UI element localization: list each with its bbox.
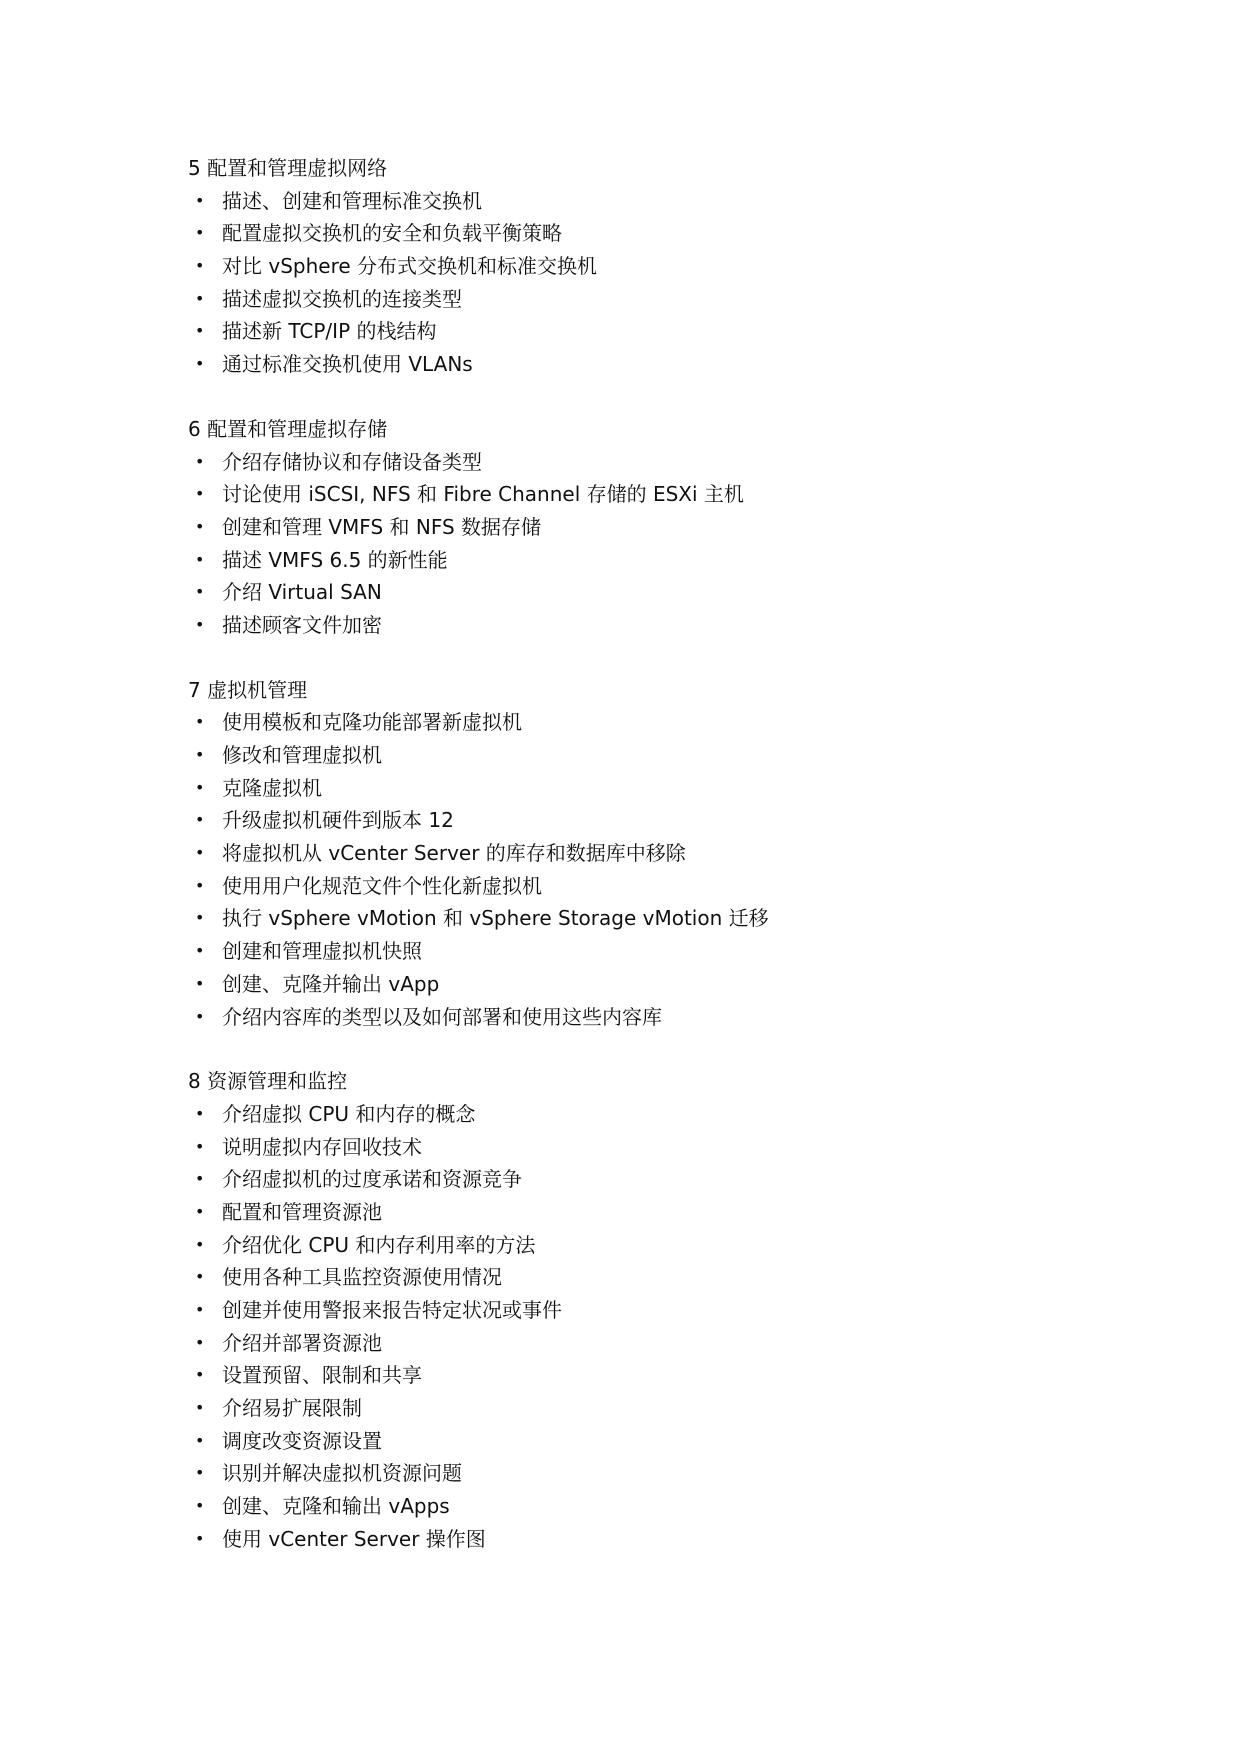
list-item-text: 通过标准交换机使用 VLANs <box>222 352 473 377</box>
list-item <box>188 935 1168 968</box>
list-item <box>188 478 1168 511</box>
bullet-icon: • <box>195 843 205 863</box>
list-item <box>188 968 1168 1001</box>
list-item-text: 对比 vSphere 分布式交换机和标准交换机 <box>222 254 598 279</box>
bullet-icon: • <box>195 1300 205 1319</box>
list-item-text: 创建、克隆并输出 vApp <box>222 971 440 996</box>
list-item <box>188 348 1168 381</box>
bullet-icon: • <box>195 256 205 276</box>
list-item-text: 描述、创建和管理标准交换机 <box>222 188 482 213</box>
list-item <box>188 1523 1168 1556</box>
bullet-icon: • <box>195 1496 205 1516</box>
list-item-text: 介绍存储协议和存储设备类型 <box>222 449 482 474</box>
list-item <box>188 576 1168 609</box>
section-title: 5 配置和管理虚拟网络 <box>188 156 388 180</box>
bullet-icon: • <box>195 549 205 569</box>
list-item-text: 创建并使用警报来报告特定状况或事件 <box>222 1298 562 1322</box>
list-item-text: 介绍优化 CPU 和内存利用率的方法 <box>222 1232 536 1257</box>
list-item-text: 说明虚拟内存回收技术 <box>222 1134 422 1159</box>
bullet-icon: • <box>195 973 205 993</box>
list-item-text: 创建、克隆和输出 vApps <box>222 1494 450 1519</box>
list-item-text: 创建和管理虚拟机快照 <box>222 939 422 964</box>
list-item-text: 使用用户化规范文件个性化新虚拟机 <box>222 873 542 898</box>
list-item <box>188 837 1168 870</box>
list-item-text: 讨论使用 iSCSI, NFS 和 Fibre Channel 存储的 ESXi 主机 <box>222 482 744 507</box>
bullet-icon: • <box>195 1267 205 1287</box>
bullet-icon: • <box>195 1365 205 1385</box>
bullet-icon: • <box>195 516 205 536</box>
bullet-icon: • <box>195 321 205 341</box>
bullet-list <box>188 446 1168 642</box>
list-item-text: 创建和管理 VMFS 和 NFS 数据存储 <box>222 514 542 539</box>
bullet-icon: • <box>195 1528 205 1548</box>
list-item-text: 执行 vSphere vMotion 和 vSphere Storage vMotion 迁移 <box>222 906 769 931</box>
section-5 <box>188 152 1168 381</box>
list-item-text: 识别并解决虚拟机资源问题 <box>222 1461 462 1486</box>
bullet-icon: • <box>195 810 205 830</box>
section-title: 7 虚拟机管理 <box>188 677 308 702</box>
bullet-icon: • <box>195 354 205 374</box>
bullet-list <box>188 1098 1168 1556</box>
list-item-text: 描述顾客文件加密 <box>222 612 382 637</box>
bullet-icon: • <box>195 1136 205 1156</box>
section-title: 6 配置和管理虚拟存储 <box>188 416 388 441</box>
list-item <box>188 1425 1168 1458</box>
list-item <box>188 1490 1168 1523</box>
list-item <box>188 772 1168 805</box>
list-item-text: 描述虚拟交换机的连接类型 <box>222 286 462 311</box>
list-item <box>188 1261 1168 1294</box>
section-7 <box>188 674 1168 1034</box>
list-item-text: 介绍并部署资源池 <box>222 1330 382 1355</box>
list-item <box>188 315 1168 348</box>
list-item-text: 克隆虚拟机 <box>222 775 322 800</box>
list-item <box>188 1163 1168 1196</box>
list-item-text: 将虚拟机从 vCenter Server 的库存和数据库中移除 <box>222 841 686 866</box>
list-item <box>188 217 1168 250</box>
list-item-text: 介绍 Virtual SAN <box>222 580 382 605</box>
list-item-text: 配置虚拟交换机的安全和负载平衡策略 <box>222 221 562 246</box>
bullet-icon: • <box>195 908 205 928</box>
list-item <box>188 902 1168 935</box>
section-6 <box>188 413 1168 642</box>
list-item-text: 修改和管理虚拟机 <box>222 743 382 767</box>
list-item-text: 升级虚拟机硬件到版本 12 <box>222 808 454 833</box>
list-item <box>188 1294 1168 1327</box>
bullet-icon: • <box>195 190 205 210</box>
sections-container <box>188 152 1168 1556</box>
list-item <box>188 446 1168 479</box>
list-item-text: 介绍虚拟机的过度承诺和资源竞争 <box>222 1167 522 1192</box>
bullet-icon: • <box>195 875 205 895</box>
list-item <box>188 1457 1168 1490</box>
list-item <box>188 250 1168 283</box>
bullet-icon: • <box>195 777 205 797</box>
bullet-icon: • <box>195 1103 205 1123</box>
list-item <box>188 1392 1168 1425</box>
bullet-icon: • <box>195 484 205 504</box>
list-item-text: 使用 vCenter Server 操作图 <box>222 1526 486 1551</box>
bullet-icon: • <box>195 1169 205 1189</box>
list-item <box>188 804 1168 837</box>
section-title: 8 资源管理和监控 <box>188 1069 348 1094</box>
bullet-icon: • <box>195 1332 205 1352</box>
bullet-icon: • <box>195 451 205 471</box>
bullet-list <box>188 706 1168 1033</box>
list-item-text: 配置和管理资源池 <box>222 1199 382 1224</box>
list-item-text: 设置预留、限制和共享 <box>222 1363 422 1388</box>
list-item <box>188 1098 1168 1131</box>
list-item-text: 描述新 TCP/IP 的栈结构 <box>222 319 437 344</box>
bullet-icon: • <box>195 941 205 961</box>
list-item <box>188 1359 1168 1392</box>
bullet-icon: • <box>195 1201 205 1221</box>
list-item <box>188 1131 1168 1164</box>
bullet-icon: • <box>195 582 205 602</box>
bullet-icon: • <box>195 1234 205 1254</box>
list-item <box>188 544 1168 577</box>
list-item-text: 使用各种工具监控资源使用情况 <box>222 1265 502 1290</box>
list-item <box>188 870 1168 903</box>
bullet-icon: • <box>195 1398 205 1418</box>
bullet-icon: • <box>195 712 205 732</box>
bullet-list <box>188 185 1168 381</box>
bullet-icon: • <box>195 288 205 308</box>
list-item <box>188 283 1168 316</box>
list-item <box>188 1196 1168 1229</box>
bullet-icon: • <box>195 1430 205 1450</box>
bullet-icon: • <box>195 1463 205 1483</box>
list-item-text: 调度改变资源设置 <box>222 1428 382 1453</box>
list-item <box>188 511 1168 544</box>
list-item <box>188 1229 1168 1262</box>
list-item-text: 介绍虚拟 CPU 和内存的概念 <box>222 1101 476 1126</box>
bullet-icon: • <box>195 614 205 634</box>
bullet-icon: • <box>195 223 205 243</box>
list-item <box>188 185 1168 218</box>
list-item <box>188 1327 1168 1360</box>
list-item-text: 介绍内容库的类型以及如何部署和使用这些内容库 <box>222 1004 662 1029</box>
list-item <box>188 706 1168 739</box>
list-item-text: 描述 VMFS 6.5 的新性能 <box>222 547 448 572</box>
bullet-icon: • <box>195 745 205 764</box>
list-item <box>188 609 1168 642</box>
section-8 <box>188 1065 1168 1555</box>
document-page <box>188 152 1168 1588</box>
bullet-icon: • <box>195 1006 205 1026</box>
list-item <box>188 739 1168 772</box>
list-item-text: 介绍易扩展限制 <box>222 1396 362 1421</box>
list-item <box>188 1001 1168 1034</box>
list-item-text: 使用模板和克隆功能部署新虚拟机 <box>222 710 522 735</box>
